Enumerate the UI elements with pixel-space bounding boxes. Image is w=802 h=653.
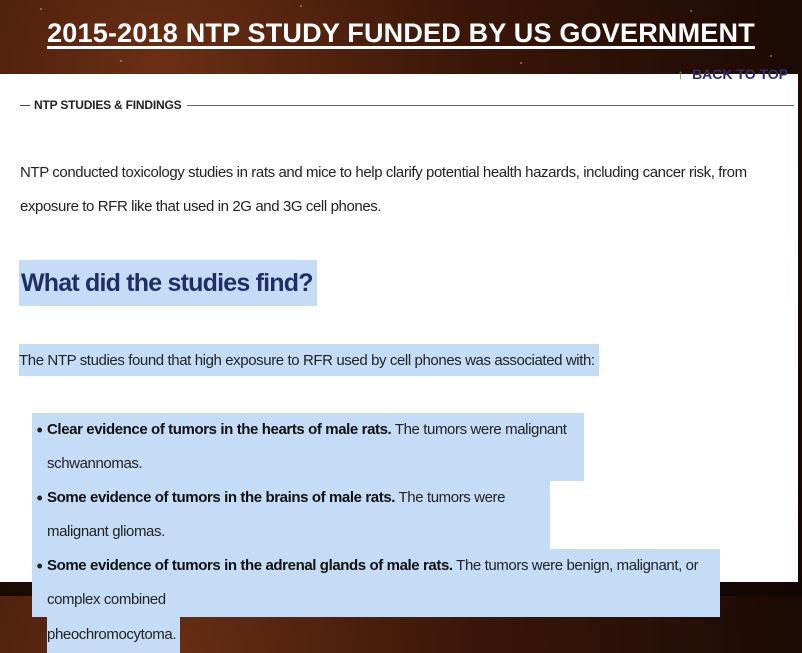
bullet-icon: • [36, 556, 43, 576]
findings-intro: The NTP studies found that high exposure to RFR used by cell phones was associated with: [19, 344, 599, 376]
findings-heading: What did the studies find? [19, 260, 317, 306]
section-header [20, 98, 794, 112]
finding-rest: The tumors were malignant schwannomas. [47, 421, 567, 472]
list-item [32, 413, 584, 481]
section-label: NTP STUDIES & FINDINGS [34, 98, 182, 112]
background-speck [690, 10, 692, 12]
findings-list [32, 413, 722, 653]
background-speck [770, 55, 772, 57]
intro-paragraph: NTP conducted toxicology studies in rats and mice to help clarify potential health hazards, including cancer risk, from exposure to RFR like that used in 2G and 3G cell phones. [20, 164, 747, 215]
bullet-icon: • [36, 488, 43, 508]
finding-rest: The tumors were malignant gliomas. [47, 489, 506, 540]
finding-bold: Some evidence of tumors in the brains of male rats. [47, 489, 396, 506]
finding-bold: Some evidence of tumors in the adrenal glands of male rats. [47, 557, 453, 574]
list-item [32, 549, 720, 617]
bullet-icon: • [36, 420, 43, 440]
background-speck [300, 5, 302, 7]
background-speck [40, 8, 42, 10]
section-dash [20, 105, 30, 106]
background-speck [520, 62, 522, 64]
finding-bold: Clear evidence of tumors in the hearts of male rats. [47, 421, 392, 438]
back-to-top-link[interactable] [677, 66, 788, 82]
finding-continuation: pheochromocytoma. [47, 617, 180, 653]
back-to-top-label: BACK TO TOP [692, 66, 788, 82]
webpage-screenshot [0, 66, 798, 643]
background-speck [120, 60, 122, 62]
finding-rest: The tumors were benign, malignant, or complex combined [47, 557, 699, 608]
list-item [32, 481, 550, 549]
section-rule [187, 105, 794, 106]
slide-title: 2015-2018 NTP STUDY FUNDED BY US GOVERNMENT [47, 18, 755, 48]
up-arrow-icon: ↑ [677, 66, 685, 82]
